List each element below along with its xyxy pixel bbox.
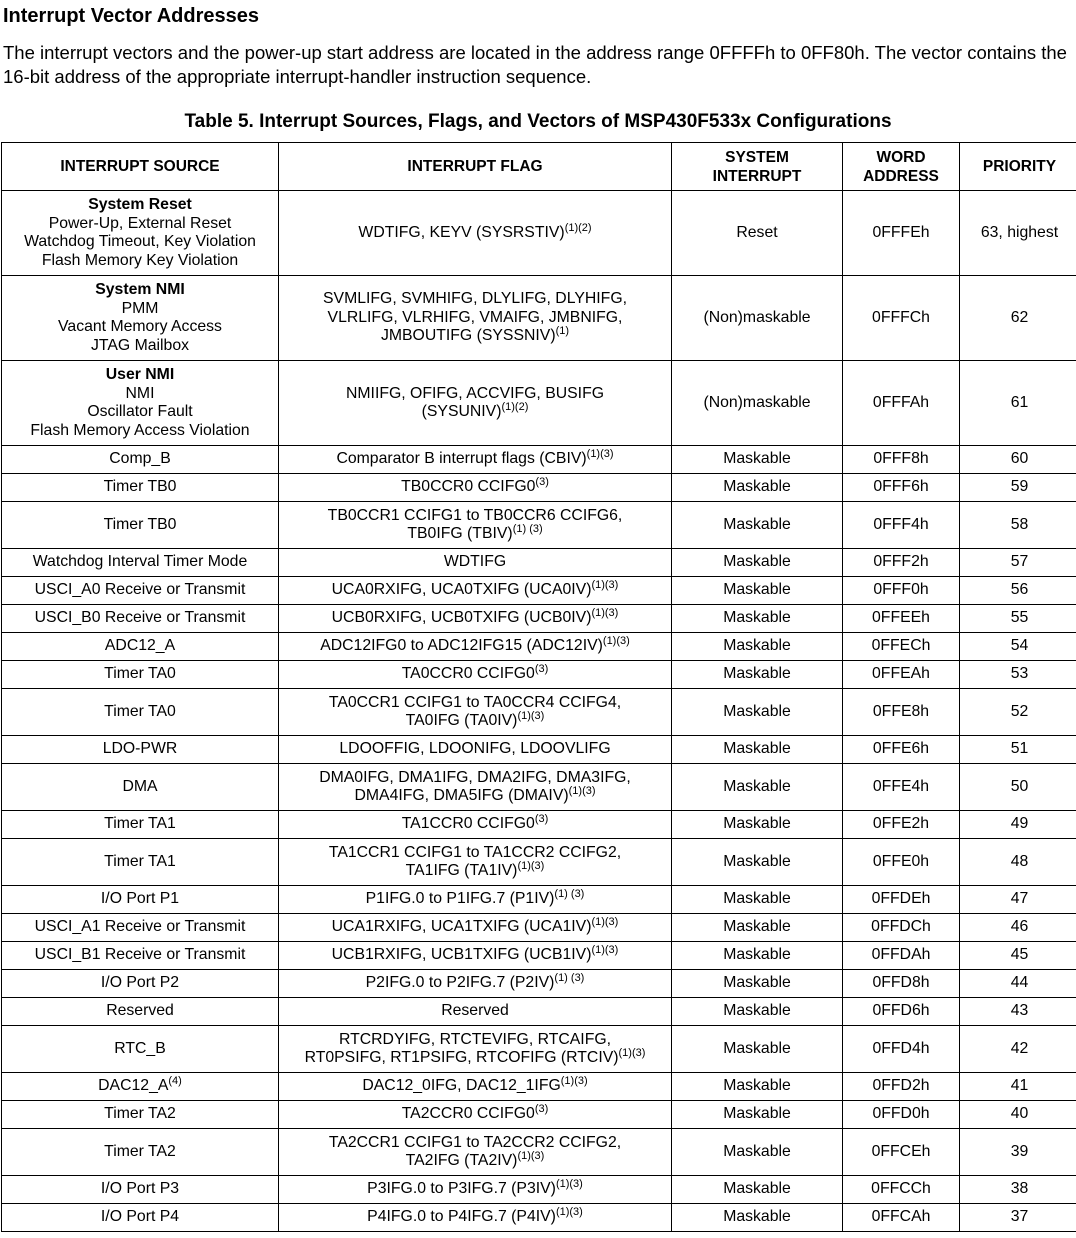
priority-cell: 40 [960, 1101, 1076, 1129]
interrupt-source-cell [2, 970, 279, 998]
table-row [2, 633, 1076, 661]
intro-paragraph: The interrupt vectors and the power-up start address are located in the address range 0FFFFh to 0FF80h. The vector contains the 16-bit address of the appropriate interrupt-handler instruction sequence. [3, 42, 1067, 87]
interrupt-flag-cell [279, 361, 672, 446]
priority-cell: 60 [960, 446, 1076, 474]
footnote-ref: (1)(3) [618, 1047, 646, 1059]
interrupt-flag-cell [279, 914, 672, 942]
priority-cell: 46 [960, 914, 1076, 942]
interrupt-source-name: DAC12_A [98, 1077, 169, 1095]
header-word-address: WORD ADDRESS [843, 143, 960, 191]
table-row [2, 1073, 1076, 1101]
footnote-ref: (3) [534, 663, 549, 676]
interrupt-source-cell [2, 1101, 279, 1129]
interrupt-flag-cell [279, 549, 672, 577]
interrupt-flag-text: P1IFG.0 to P1IFG.7 (P1IV) [365, 890, 555, 908]
interrupt-source-cell [2, 1204, 279, 1232]
table-row [2, 474, 1076, 502]
footnote-ref: (1)(3) [591, 607, 619, 620]
priority-cell: 53 [960, 661, 1076, 689]
table-row [2, 914, 1076, 942]
system-interrupt-cell: Maskable [672, 1073, 843, 1101]
word-address-cell: 0FFCEh [843, 1129, 960, 1176]
footnote-ref: (1) (3) [512, 523, 543, 535]
footnote-ref: (1)(3) [591, 579, 619, 592]
priority-cell: 56 [960, 577, 1076, 605]
interrupt-flag-text: TA1CCR1 CCIFG1 to TA1CCR2 CCIFG2, TA1IFG (TA1IV) [328, 843, 622, 879]
interrupt-flag-text: TA2CCR1 CCIFG1 to TA2CCR2 CCIFG2, TA2IFG (TA2IV) [328, 1133, 622, 1169]
footnote-ref: (1)(3) [602, 635, 630, 648]
table-row [2, 811, 1076, 839]
interrupt-source-name: Timer TA2 [104, 1142, 176, 1160]
priority-cell: 37 [960, 1204, 1076, 1232]
system-interrupt-cell: Maskable [672, 811, 843, 839]
footnote-ref: (4) [168, 1075, 182, 1088]
interrupt-source-name: Timer TB0 [103, 478, 177, 496]
interrupt-source-cell [2, 998, 279, 1026]
priority-cell: 52 [960, 689, 1076, 736]
table-row [2, 1101, 1076, 1129]
priority-cell: 45 [960, 942, 1076, 970]
interrupt-source-name: Timer TA1 [104, 852, 176, 870]
interrupt-flag-text: Comparator B interrupt flags (CBIV) [336, 450, 587, 468]
system-interrupt-cell: Maskable [672, 689, 843, 736]
interrupt-flag-cell [279, 633, 672, 661]
system-interrupt-cell: (Non)maskable [672, 276, 843, 361]
interrupt-vector-table [1, 142, 1076, 1232]
interrupt-source-name: USCI_A1 Receive or Transmit [34, 918, 246, 936]
interrupt-source-cell [2, 886, 279, 914]
interrupt-source-cell [2, 1129, 279, 1176]
interrupt-source-cell [2, 446, 279, 474]
interrupt-source-cell [2, 577, 279, 605]
interrupt-flag-cell [279, 276, 672, 361]
table-body [2, 191, 1076, 1232]
footnote-ref: (1) (3) [554, 972, 585, 985]
word-address-cell: 0FFE8h [843, 689, 960, 736]
word-address-cell: 0FFF2h [843, 549, 960, 577]
footnote-ref: (1)(3) [555, 1178, 583, 1191]
priority-cell: 42 [960, 1026, 1076, 1073]
interrupt-flag-cell [279, 1026, 672, 1073]
interrupt-source-name: System NMI [95, 281, 185, 298]
interrupt-source-name: System Reset [88, 196, 192, 213]
system-interrupt-cell: Maskable [672, 998, 843, 1026]
priority-cell: 50 [960, 764, 1076, 811]
interrupt-source-cell [2, 942, 279, 970]
table-row [2, 970, 1076, 998]
footnote-ref: (1)(3) [586, 448, 614, 461]
footnote-ref: (1) (3) [554, 888, 585, 901]
table-row [2, 191, 1076, 276]
word-address-cell: 0FFF0h [843, 577, 960, 605]
interrupt-flag-cell [279, 577, 672, 605]
word-address-cell: 0FFD8h [843, 970, 960, 998]
system-interrupt-cell: Maskable [672, 549, 843, 577]
header-interrupt-flag: INTERRUPT FLAG [279, 143, 672, 191]
interrupt-flag-cell [279, 1176, 672, 1204]
table-row [2, 764, 1076, 811]
system-interrupt-cell: Maskable [672, 839, 843, 886]
priority-cell: 49 [960, 811, 1076, 839]
table-row [2, 549, 1076, 577]
table-row [2, 1176, 1076, 1204]
table-row [2, 942, 1076, 970]
interrupt-flag-text: WDTIFG, KEYV (SYSRSTIV) [358, 223, 565, 241]
word-address-cell: 0FFEAh [843, 661, 960, 689]
system-interrupt-cell: Maskable [672, 446, 843, 474]
system-interrupt-cell: Maskable [672, 970, 843, 998]
priority-cell: 38 [960, 1176, 1076, 1204]
word-address-cell: 0FFFEh [843, 191, 960, 276]
interrupt-flag-text: SVMLIFG, SVMHIFG, DLYLIFG, DLYHIFG, VLRLIFG, VLRHIFG, VMAIFG, JMBNIFG, JMBOUTIFG (SYSSNIV) [323, 290, 627, 345]
table-row [2, 1129, 1076, 1176]
interrupt-source-name: I/O Port P2 [100, 974, 180, 992]
priority-cell: 57 [960, 549, 1076, 577]
interrupt-flag-text: P2IFG.0 to P2IFG.7 (P2IV) [365, 974, 555, 992]
word-address-cell: 0FFD4h [843, 1026, 960, 1073]
table-row [2, 886, 1076, 914]
interrupt-flag-cell [279, 839, 672, 886]
table-row [2, 689, 1076, 736]
table-header-row [2, 143, 1076, 191]
footnote-ref: (1)(3) [591, 944, 619, 957]
priority-cell: 55 [960, 605, 1076, 633]
footnote-ref: (1) [555, 325, 570, 338]
interrupt-flag-text: ADC12IFG0 to ADC12IFG15 (ADC12IV) [320, 637, 603, 655]
system-interrupt-cell: (Non)maskable [672, 361, 843, 446]
interrupt-source-cell [2, 1073, 279, 1101]
interrupt-flag-cell [279, 502, 672, 549]
interrupt-flag-cell [279, 661, 672, 689]
word-address-cell: 0FFF8h [843, 446, 960, 474]
system-interrupt-cell: Maskable [672, 736, 843, 764]
interrupt-flag-text: Reserved [441, 1002, 509, 1020]
priority-cell: 58 [960, 502, 1076, 549]
footnote-ref: (1)(3) [555, 1206, 583, 1219]
priority-cell: 51 [960, 736, 1076, 764]
word-address-cell: 0FFE2h [843, 811, 960, 839]
interrupt-flag-text: TA2CCR0 CCIFG0 [401, 1105, 535, 1123]
table-row [2, 1204, 1076, 1232]
interrupt-source-cell [2, 811, 279, 839]
interrupt-flag-text: DMA0IFG, DMA1IFG, DMA2IFG, DMA3IFG, DMA4IFG, DMA5IFG (DMAIV) [319, 768, 631, 804]
interrupt-flag-text: P4IFG.0 to P4IFG.7 (P4IV) [367, 1208, 556, 1226]
interrupt-source-name: User NMI [105, 366, 175, 383]
footnote-ref: (3) [535, 476, 549, 489]
priority-cell: 63, highest [960, 191, 1076, 276]
word-address-cell: 0FFDEh [843, 886, 960, 914]
word-address-cell: 0FFEEh [843, 605, 960, 633]
interrupt-source-cell [2, 549, 279, 577]
interrupt-flag-cell [279, 446, 672, 474]
table-row [2, 577, 1076, 605]
word-address-cell: 0FFF4h [843, 502, 960, 549]
interrupt-flag-cell [279, 764, 672, 811]
interrupt-source-name: USCI_B0 Receive or Transmit [34, 609, 246, 627]
footnote-ref: (1)(3) [517, 710, 545, 722]
system-interrupt-cell: Maskable [672, 577, 843, 605]
interrupt-source-name: USCI_B1 Receive or Transmit [34, 946, 246, 964]
word-address-cell: 0FFFCh [843, 276, 960, 361]
system-interrupt-cell: Maskable [672, 1176, 843, 1204]
footnote-ref: (1)(3) [568, 785, 596, 797]
interrupt-flag-cell [279, 886, 672, 914]
system-interrupt-cell: Maskable [672, 914, 843, 942]
interrupt-flag-cell [279, 942, 672, 970]
interrupt-flag-cell [279, 1073, 672, 1101]
priority-cell: 39 [960, 1129, 1076, 1176]
word-address-cell: 0FFCAh [843, 1204, 960, 1232]
interrupt-flag-text: UCB1RXIFG, UCB1TXIFG (UCB1IV) [331, 946, 592, 964]
interrupt-source-name: Comp_B [109, 450, 171, 468]
table-row [2, 839, 1076, 886]
interrupt-source-cell [2, 361, 279, 446]
interrupt-flag-text: TA0CCR0 CCIFG0 [401, 665, 535, 683]
footnote-ref: (1)(3) [560, 1075, 588, 1088]
interrupt-flag-text: UCA1RXIFG, UCA1TXIFG (UCA1IV) [331, 918, 592, 936]
system-interrupt-cell: Reset [672, 191, 843, 276]
priority-cell: 54 [960, 633, 1076, 661]
system-interrupt-cell: Maskable [672, 1129, 843, 1176]
interrupt-flag-text: P3IFG.0 to P3IFG.7 (P3IV) [367, 1180, 556, 1198]
footnote-ref: (1)(3) [591, 916, 619, 929]
table-row [2, 361, 1076, 446]
interrupt-flag-text: UCB0RXIFG, UCB0TXIFG (UCB0IV) [331, 609, 592, 627]
footnote-ref: (3) [534, 1103, 549, 1116]
interrupt-flag-text: TB0CCR1 CCIFG1 to TB0CCR6 CCIFG6, TB0IFG (TBIV) [327, 506, 623, 542]
interrupt-source-name: Timer TA1 [104, 815, 176, 833]
word-address-cell: 0FFCCh [843, 1176, 960, 1204]
interrupt-source-cell [2, 633, 279, 661]
interrupt-source-name: Reserved [106, 1002, 174, 1020]
system-interrupt-cell: Maskable [672, 661, 843, 689]
system-interrupt-cell: Maskable [672, 633, 843, 661]
system-interrupt-cell: Maskable [672, 764, 843, 811]
interrupt-source-name: I/O Port P3 [100, 1180, 180, 1198]
interrupt-flag-cell [279, 1129, 672, 1176]
table-row [2, 502, 1076, 549]
interrupt-source-name: Watchdog Interval Timer Mode [32, 553, 248, 571]
interrupt-source-cell [2, 1026, 279, 1073]
system-interrupt-cell: Maskable [672, 886, 843, 914]
interrupt-source-name: RTC_B [114, 1039, 166, 1057]
interrupt-flag-text: WDTIFG [443, 553, 507, 571]
interrupt-flag-text: TA1CCR0 CCIFG0 [401, 815, 535, 833]
system-interrupt-cell: Maskable [672, 605, 843, 633]
interrupt-flag-cell [279, 605, 672, 633]
priority-cell: 48 [960, 839, 1076, 886]
table-row [2, 736, 1076, 764]
system-interrupt-cell: Maskable [672, 942, 843, 970]
table-row [2, 998, 1076, 1026]
word-address-cell: 0FFFAh [843, 361, 960, 446]
priority-cell: 43 [960, 998, 1076, 1026]
footnote-ref: (1)(2) [564, 221, 592, 234]
interrupt-flag-cell [279, 689, 672, 736]
interrupt-source-cell [2, 474, 279, 502]
footnote-ref: (1)(3) [517, 860, 545, 872]
priority-cell: 61 [960, 361, 1076, 446]
interrupt-source-cell [2, 502, 279, 549]
table-row [2, 661, 1076, 689]
system-interrupt-cell: Maskable [672, 502, 843, 549]
word-address-cell: 0FFDCh [843, 914, 960, 942]
interrupt-flag-cell [279, 191, 672, 276]
interrupt-source-name: I/O Port P4 [100, 1208, 180, 1226]
interrupt-source-cell [2, 689, 279, 736]
interrupt-source-name: USCI_A0 Receive or Transmit [34, 581, 246, 599]
interrupt-source-detail: PMM Vacant Memory Access JTAG Mailbox [58, 299, 222, 354]
header-system-interrupt: SYSTEM INTERRUPT [672, 143, 843, 191]
word-address-cell: 0FFD0h [843, 1101, 960, 1129]
interrupt-flag-cell [279, 998, 672, 1026]
interrupt-source-cell [2, 276, 279, 361]
footnote-ref: (3) [534, 813, 549, 826]
interrupt-flag-cell [279, 1101, 672, 1129]
footnote-ref: (1)(3) [517, 1150, 545, 1162]
interrupt-source-cell [2, 661, 279, 689]
interrupt-source-cell [2, 191, 279, 276]
interrupt-flag-text: LDOOFFIG, LDOONIFG, LDOOVLIFG [339, 740, 611, 758]
word-address-cell: 0FFE6h [843, 736, 960, 764]
interrupt-source-name: Timer TA2 [104, 1105, 176, 1123]
interrupt-source-name: LDO-PWR [102, 740, 178, 758]
interrupt-source-name: I/O Port P1 [100, 890, 180, 908]
interrupt-flag-text: DAC12_0IFG, DAC12_1IFG [362, 1077, 561, 1095]
interrupt-flag-cell [279, 811, 672, 839]
interrupt-source-detail: Power-Up, External Reset Watchdog Timeout, Key Violation Flash Memory Key Violation [24, 214, 256, 269]
interrupt-source-cell [2, 736, 279, 764]
table-row [2, 1026, 1076, 1073]
word-address-cell: 0FFECh [843, 633, 960, 661]
interrupt-source-detail: NMI Oscillator Fault Flash Memory Access Violation [30, 384, 250, 439]
system-interrupt-cell: Maskable [672, 1204, 843, 1232]
interrupt-flag-cell [279, 736, 672, 764]
interrupt-flag-text: UCA0RXIFG, UCA0TXIFG (UCA0IV) [331, 581, 592, 599]
header-interrupt-source: INTERRUPT SOURCE [2, 143, 279, 191]
interrupt-source-name: Timer TA0 [104, 702, 176, 720]
word-address-cell: 0FFD2h [843, 1073, 960, 1101]
interrupt-flag-text: NMIIFG, OFIFG, ACCVIFG, BUSIFG (SYSUNIV) [345, 384, 605, 420]
interrupt-flag-cell [279, 474, 672, 502]
interrupt-source-name: Timer TB0 [103, 515, 177, 533]
interrupt-flag-text: TA0CCR1 CCIFG1 to TA0CCR4 CCIFG4, TA0IFG (TA0IV) [328, 693, 622, 729]
interrupt-flag-cell [279, 1204, 672, 1232]
header-priority: PRIORITY [960, 143, 1076, 191]
table-row [2, 276, 1076, 361]
interrupt-source-cell [2, 914, 279, 942]
word-address-cell: 0FFE4h [843, 764, 960, 811]
word-address-cell: 0FFD6h [843, 998, 960, 1026]
system-interrupt-cell: Maskable [672, 474, 843, 502]
interrupt-flag-text: TB0CCR0 CCIFG0 [401, 478, 536, 496]
table-row [2, 446, 1076, 474]
interrupt-flag-text: RTCRDYIFG, RTCTEVIFG, RTCAIFG, RT0PSIFG, RT1PSIFG, RTCOFIFG (RTCIV) [304, 1030, 619, 1066]
interrupt-source-name: ADC12_A [104, 637, 176, 655]
word-address-cell: 0FFF6h [843, 474, 960, 502]
interrupt-source-name: Timer TA0 [104, 665, 176, 683]
system-interrupt-cell: Maskable [672, 1101, 843, 1129]
section-title: Interrupt Vector Addresses [3, 5, 260, 27]
word-address-cell: 0FFDAh [843, 942, 960, 970]
priority-cell: 47 [960, 886, 1076, 914]
table-row [2, 605, 1076, 633]
interrupt-source-cell [2, 764, 279, 811]
priority-cell: 62 [960, 276, 1076, 361]
interrupt-flag-cell [279, 970, 672, 998]
interrupt-source-cell [2, 1176, 279, 1204]
priority-cell: 59 [960, 474, 1076, 502]
priority-cell: 44 [960, 970, 1076, 998]
system-interrupt-cell: Maskable [672, 1026, 843, 1073]
word-address-cell: 0FFE0h [843, 839, 960, 886]
footnote-ref: (1)(2) [501, 401, 529, 413]
interrupt-source-cell [2, 839, 279, 886]
table-caption: Table 5. Interrupt Sources, Flags, and Vectors of MSP430F533x Configurations [184, 111, 892, 132]
interrupt-source-name: DMA [122, 777, 158, 795]
interrupt-source-cell [2, 605, 279, 633]
priority-cell: 41 [960, 1073, 1076, 1101]
